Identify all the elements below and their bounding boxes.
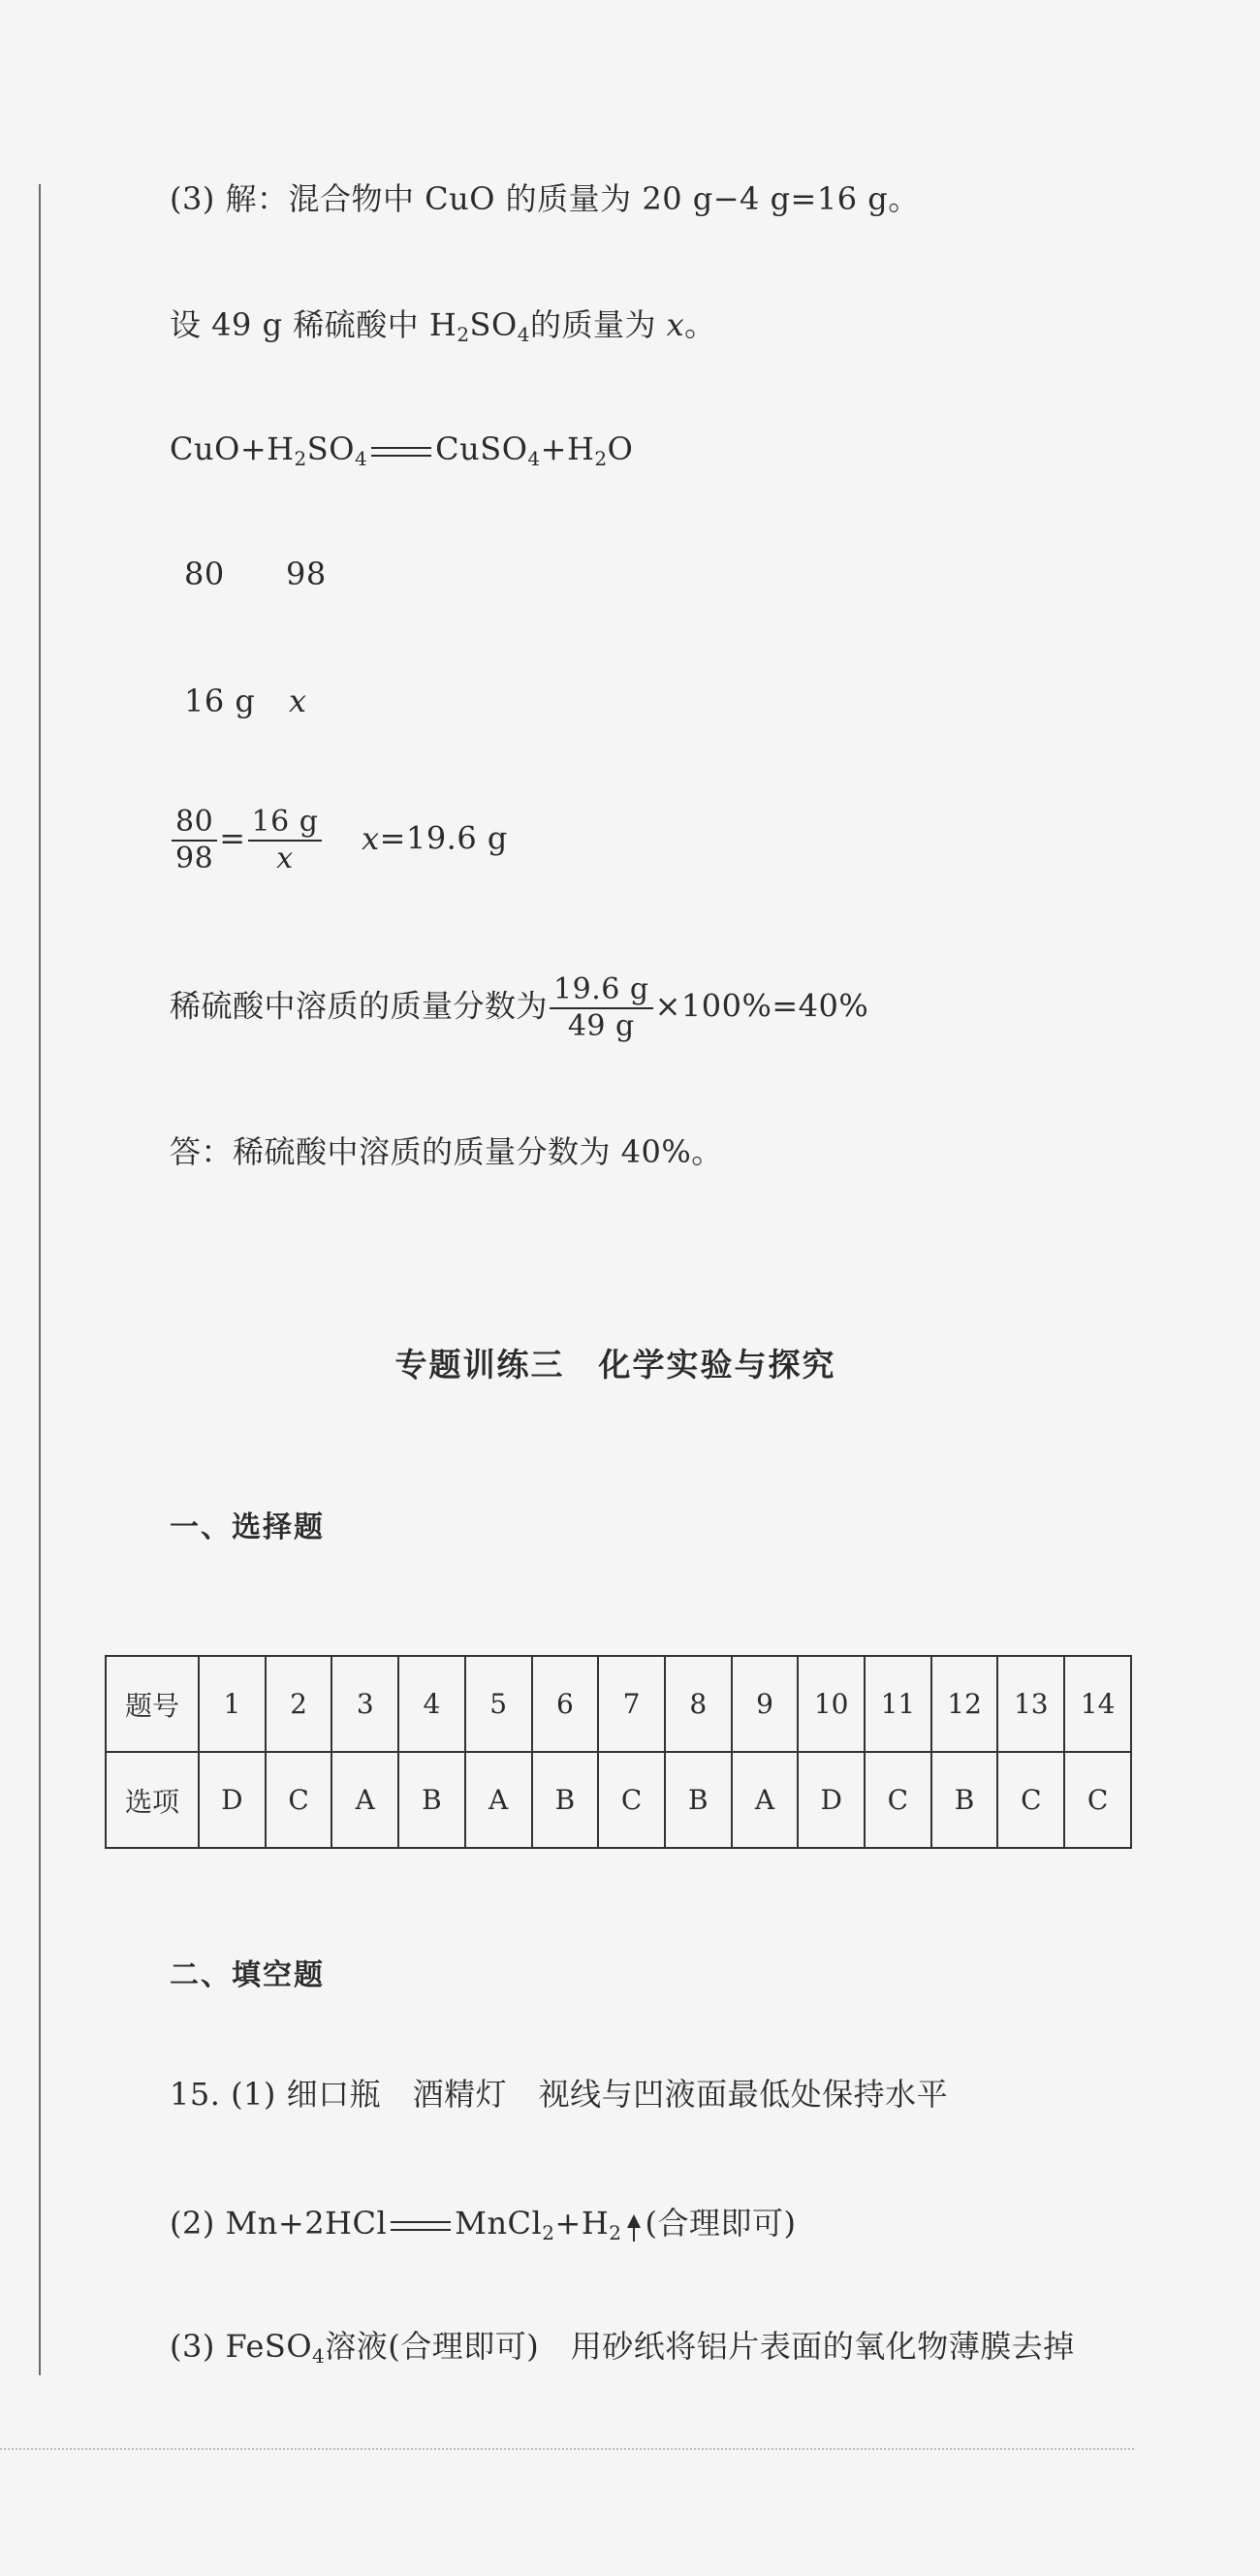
table-cell: D	[199, 1752, 266, 1848]
table-row-header: 题号	[106, 1656, 199, 1752]
table-cell: C	[598, 1752, 665, 1848]
q15-part1: 15. (1) 细口瓶 酒精灯 视线与凹液面最低处保持水平	[170, 2076, 949, 2113]
section-fill-heading: 二、填空题	[170, 1958, 325, 1992]
eq-text: +H	[540, 430, 595, 467]
table-cell: B	[532, 1752, 599, 1848]
subscript: 4	[354, 447, 368, 470]
line2-text: 设 49 g 稀硫酸中 H	[170, 306, 457, 343]
table-cell: 11	[865, 1656, 931, 1752]
q15-2-text: (合理即可)	[645, 2205, 797, 2242]
table-cell: 4	[398, 1656, 465, 1752]
answer-line: 答：稀硫酸中溶质的质量分数为 40%。	[170, 1133, 723, 1170]
table-cell: 9	[732, 1656, 799, 1752]
subscript: 2	[594, 447, 608, 470]
fraction-16g-x	[248, 805, 323, 876]
line2-text: 的质量为	[529, 306, 667, 343]
table-cell: 14	[1064, 1656, 1131, 1752]
table-cell: 8	[665, 1656, 732, 1752]
table-cell: 13	[997, 1656, 1064, 1752]
table-cell: B	[398, 1752, 465, 1848]
table-cell: B	[931, 1752, 998, 1848]
q15-2-text: +H	[554, 2205, 610, 2242]
table-cell: A	[331, 1752, 398, 1848]
mass-16g: 16 g	[184, 683, 256, 719]
table-cell: D	[798, 1752, 865, 1848]
bottom-dotted-rule	[0, 2448, 1134, 2450]
q15-3-text: (3) FeSO	[170, 2328, 313, 2365]
solution-line-1: (3) 解：混合物中 CuO 的质量为 20 g−4 g=16 g。	[170, 180, 920, 217]
subscript: 2	[294, 447, 307, 470]
table-cell: 7	[598, 1656, 665, 1752]
mass-x: x	[289, 683, 307, 719]
q15-3-text: 溶液(合理即可) 用砂纸将铝片表面的氧化物薄膜去掉	[325, 2328, 1075, 2365]
subscript: 4	[312, 2344, 326, 2368]
table-cell: C	[1064, 1752, 1131, 1848]
q15-part3	[170, 2327, 1075, 2375]
table-cell: A	[465, 1752, 532, 1848]
eq-text: CuSO	[435, 430, 528, 467]
fraction-denominator: 98	[175, 842, 214, 875]
table-cell: 1	[199, 1656, 266, 1752]
table-cell: A	[732, 1752, 799, 1848]
fraction-denominator: x	[276, 842, 294, 875]
table-cell: B	[665, 1752, 732, 1848]
eq-text: SO	[306, 430, 355, 467]
fraction-80-98	[172, 805, 217, 876]
variable-x: x	[666, 306, 685, 343]
proportion-line	[170, 805, 508, 876]
subscript: 4	[517, 323, 530, 346]
chemical-equation	[170, 429, 633, 478]
mass-fraction-label: 稀硫酸中溶质的质量分数为	[170, 987, 549, 1025]
q15-2-text: (2) Mn+2HCl	[170, 2205, 388, 2242]
table-row-numbers	[106, 1656, 1131, 1752]
q15-part2	[170, 2204, 796, 2252]
ratio-98: 98	[286, 556, 327, 592]
result-value: =19.6 g	[379, 819, 508, 857]
mass-fraction-tail: ×100%=40%	[654, 987, 869, 1025]
table-row-header: 选项	[106, 1752, 199, 1848]
eq-text: O	[607, 430, 634, 467]
table-row-answers	[106, 1752, 1131, 1848]
left-margin-rule	[39, 184, 41, 2375]
table-cell: 5	[465, 1656, 532, 1752]
table-cell: C	[997, 1752, 1064, 1848]
subscript: 2	[609, 2221, 622, 2244]
table-cell: 6	[532, 1656, 599, 1752]
equals-sign	[371, 447, 431, 457]
line2-text: 。	[684, 306, 716, 343]
mass-fraction-line	[170, 972, 868, 1044]
q15-2-text: MnCl	[455, 2205, 543, 2242]
fraction-mass	[550, 972, 653, 1044]
answer-table	[105, 1655, 1132, 1849]
eq-text: CuO+H	[170, 430, 295, 467]
table-cell: 3	[331, 1656, 398, 1752]
table-cell: 10	[798, 1656, 865, 1752]
line2-text: SO	[469, 306, 518, 343]
table-cell: C	[266, 1752, 332, 1848]
topic-heading: 专题训练三 化学实验与探究	[394, 1346, 836, 1383]
subscript: 2	[457, 323, 470, 346]
fraction-numerator: 16 g	[248, 805, 323, 842]
subscript: 4	[527, 447, 541, 470]
table-cell: 2	[266, 1656, 332, 1752]
fraction-numerator: 80	[172, 805, 217, 842]
ratio-80: 80	[184, 556, 225, 592]
result-variable: x	[362, 819, 380, 857]
subscript: 2	[542, 2221, 555, 2244]
equals-text: =	[219, 819, 246, 857]
fraction-numerator: 19.6 g	[550, 972, 653, 1009]
equals-sign	[391, 2221, 451, 2231]
fraction-denominator: 49 g	[567, 1009, 635, 1043]
table-cell: 12	[931, 1656, 998, 1752]
solution-line-2	[170, 305, 716, 354]
section-choice-heading: 一、选择题	[170, 1511, 325, 1544]
gas-arrow-icon	[627, 2214, 641, 2228]
table-cell: C	[865, 1752, 931, 1848]
